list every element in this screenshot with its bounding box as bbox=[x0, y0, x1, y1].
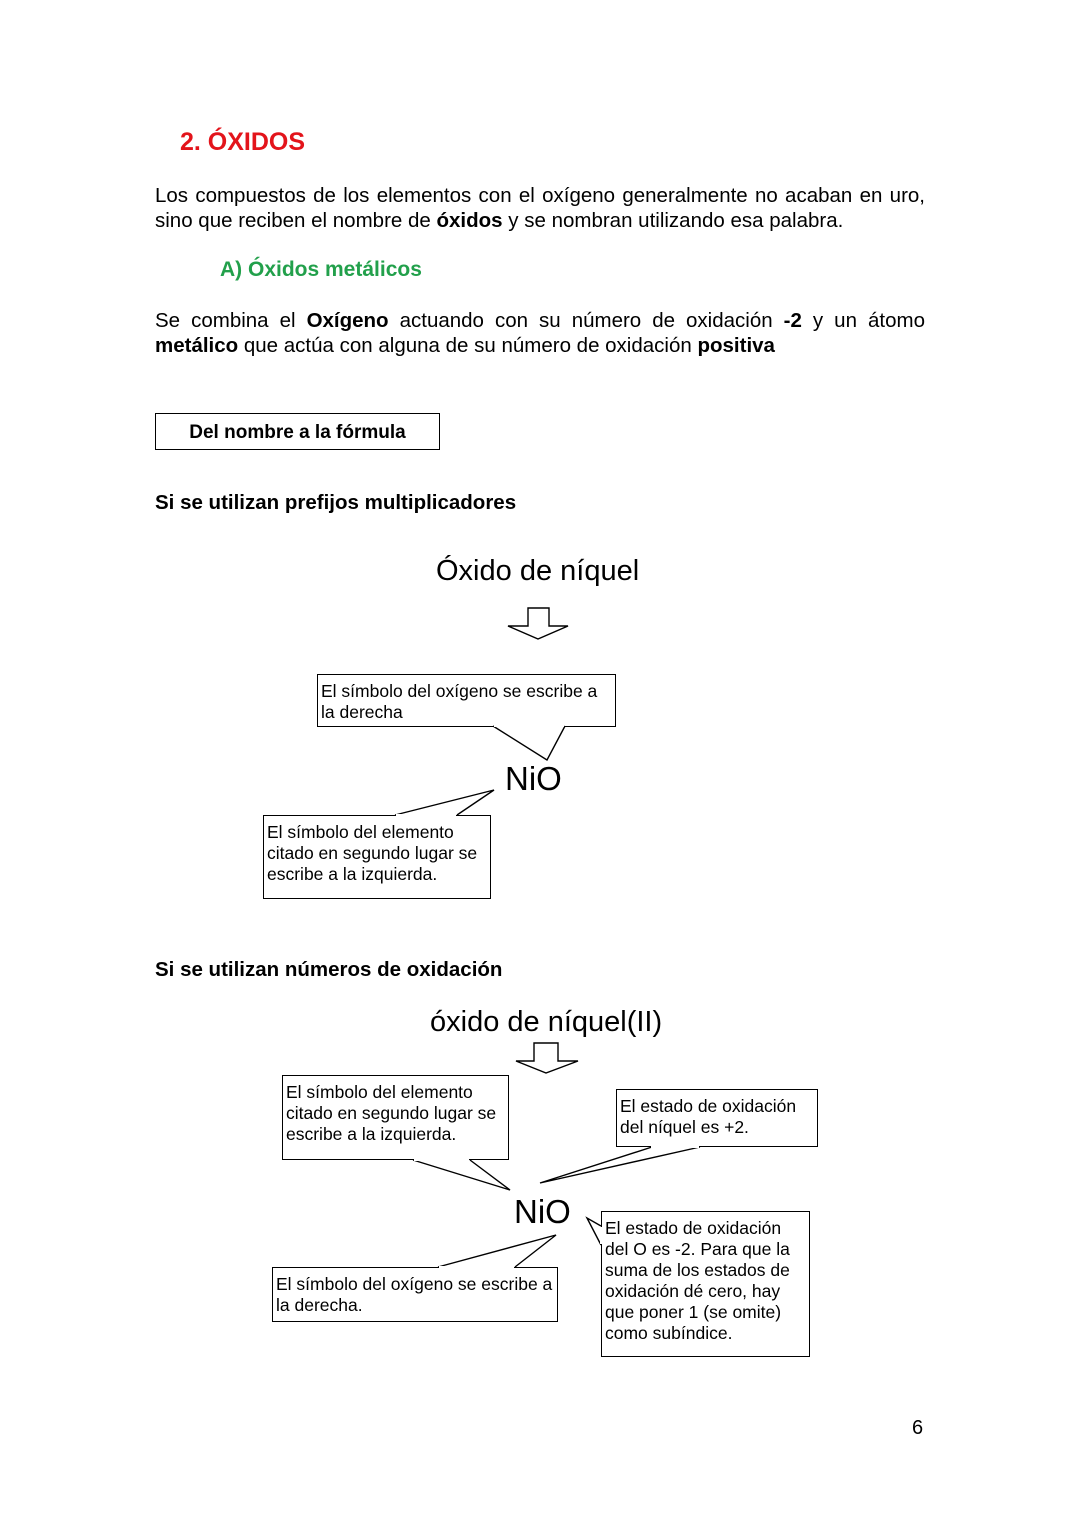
example2-down-arrow bbox=[516, 1043, 578, 1073]
intro-text-1: Los compuestos de los elementos con el oxígeno generalmente no acaban en uro, sino que reciben el nombre de bbox=[155, 184, 925, 232]
rule-bold-minus2: -2 bbox=[783, 309, 802, 332]
example1-heading: Si se utilizan prefijos multiplicadores bbox=[155, 491, 517, 514]
example2-pointer-nickel-state bbox=[540, 1147, 700, 1183]
example2-pointer-element bbox=[413, 1160, 510, 1190]
example1-compound-name: Óxido de níquel bbox=[436, 555, 640, 587]
example2-formula: NiO bbox=[514, 1193, 571, 1230]
rule-text-3: y un átomo bbox=[801, 309, 925, 332]
section-title: 2. ÓXIDOS bbox=[180, 128, 306, 156]
name-to-formula-box: Del nombre a la fórmula bbox=[155, 413, 440, 450]
example1-formula: NiO bbox=[505, 760, 562, 797]
example1-pointer-oxygen bbox=[493, 726, 565, 760]
example2-callout-oxygen: El símbolo del oxígeno se escribe a la derecha. bbox=[272, 1267, 558, 1322]
rule-bold-oxigeno: Oxígeno bbox=[306, 309, 389, 332]
example1-down-arrow bbox=[508, 608, 568, 639]
example2-compound-name: óxido de níquel(II) bbox=[430, 1006, 663, 1038]
rule-text-1: Se combina el bbox=[155, 309, 307, 332]
rule-bold-positiva: positiva bbox=[697, 334, 775, 357]
example2-pointer-oxygen bbox=[438, 1235, 556, 1267]
page-number: 6 bbox=[912, 1417, 924, 1439]
example1-callout-oxygen: El símbolo del oxígeno se escribe a la derecha bbox=[317, 674, 616, 727]
example2-heading: Si se utilizan números de oxidación bbox=[155, 958, 503, 981]
example2-pointer-oxygen-state bbox=[587, 1218, 601, 1245]
subsection-title: A) Óxidos metálicos bbox=[220, 258, 422, 281]
intro-bold-oxidos: óxidos bbox=[436, 209, 503, 232]
example1-callout-element: El símbolo del elemento citado en segundo lugar se escribe a la izquierda. bbox=[263, 815, 491, 899]
rule-bold-metalico: metálico bbox=[155, 334, 239, 357]
example2-callout-nickel-state: El estado de oxidación del níquel es +2. bbox=[616, 1089, 818, 1147]
rule-text-2: actuando con su número de oxidación bbox=[388, 309, 784, 332]
rule-text-4: que actúa con alguna de su número de oxidación bbox=[238, 334, 698, 357]
example2-callout-element: El símbolo del elemento citado en segundo lugar se escribe a la izquierda. bbox=[282, 1075, 509, 1160]
example2-callout-oxygen-state: El estado de oxidación del O es -2. Para que la suma de los estados de oxidación dé cero, hay que poner 1 (se omite) como subíndice. bbox=[601, 1211, 810, 1357]
example1-pointer-element bbox=[395, 790, 494, 815]
intro-text-2: y se nombran utilizando esa palabra. bbox=[502, 209, 844, 232]
